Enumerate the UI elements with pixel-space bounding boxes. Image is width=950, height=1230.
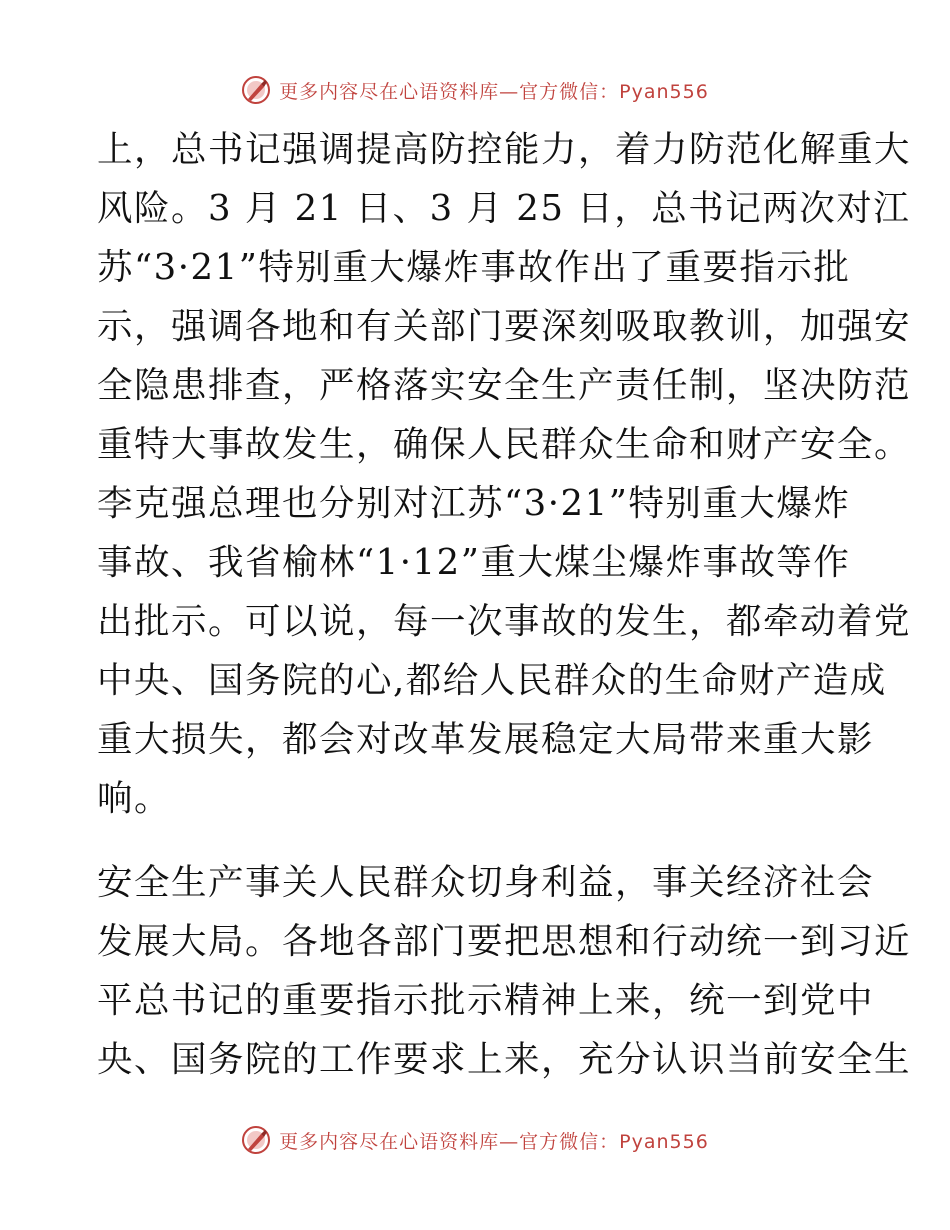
watermark-text: 更多内容尽在心语资料库—官方微信：Pyan556	[279, 1130, 709, 1153]
text-line: 李克强总理也分别对江苏“3·21”特别重大爆炸	[97, 483, 851, 524]
document-body	[97, 120, 912, 1089]
header-watermark	[0, 70, 950, 110]
footer-watermark	[0, 1120, 950, 1160]
text-line: 出批示。可以说，每一次事故的发生，都牵动着党	[97, 601, 912, 642]
text-line: 平总书记的重要指示批示精神上来，统一到党中	[97, 980, 875, 1021]
watermark-text: 更多内容尽在心语资料库—官方微信：Pyan556	[279, 80, 709, 103]
paragraph-spacer	[97, 828, 857, 853]
text-line: 中央、国务院的心,都给人民群众的生命财产造成	[97, 660, 887, 701]
watermark-id: Pyan556	[619, 80, 709, 103]
text-line: 全隐患排查，严格落实安全生产责任制，坚决防范	[97, 365, 912, 406]
text-line: 示，强调各地和有关部门要深刻吸取教训，加强安	[97, 306, 912, 347]
pen-logo-icon	[241, 1125, 271, 1155]
text-line: 事故、我省榆林“1·12”重大煤尘爆炸事故等作	[97, 542, 851, 583]
text-line: 发展大局。各地各部门要把思想和行动统一到习近	[97, 921, 912, 962]
paragraph-2	[97, 853, 912, 1089]
text-line: 上，总书记强调提高防控能力，着力防范化解重大	[97, 129, 912, 170]
text-line: 风险。3 月 21 日、3 月 25 日，总书记两次对江	[97, 188, 911, 229]
watermark-id: Pyan556	[619, 1130, 709, 1153]
text-line: 重大损失，都会对改革发展稳定大局带来重大影	[97, 719, 875, 760]
text-line: 安全生产事关人民群众切身利益，事关经济社会	[97, 862, 875, 903]
pen-logo-icon	[241, 75, 271, 105]
text-line: 响。	[97, 778, 172, 819]
paragraph-1	[97, 120, 912, 828]
text-line: 苏“3·21”特别重大爆炸事故作出了重要指示批	[97, 247, 851, 288]
text-line: 央、国务院的工作要求上来，充分认识当前安全生	[97, 1039, 912, 1080]
text-line: 重特大事故发生，确保人民群众生命和财产安全。	[97, 424, 912, 465]
